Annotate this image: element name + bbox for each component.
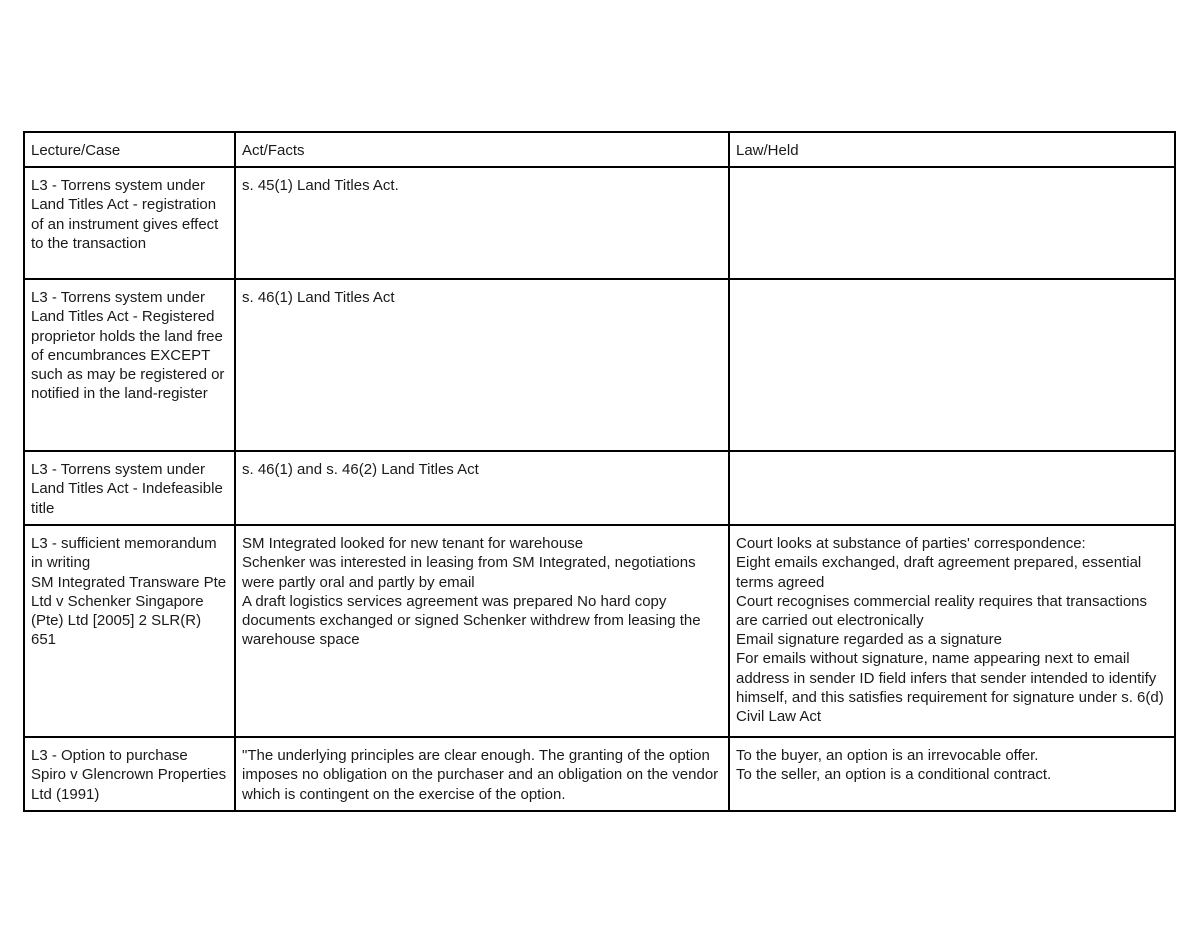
header-lecture-case: Lecture/Case <box>24 132 235 167</box>
cell-line: s. 46(1) and s. 46(2) Land Titles Act <box>242 461 479 479</box>
lecture-cell <box>24 737 235 811</box>
cell-line: L3 - Torrens system under Land Titles Act - Indefeasible title <box>31 461 223 517</box>
facts-cell <box>235 525 729 737</box>
cell-line: s. 46(1) Land Titles Act <box>242 289 395 307</box>
cell-line: SM Integrated looked for new tenant for warehouse <box>242 535 584 553</box>
table-row <box>24 737 1175 811</box>
table-row <box>24 279 1175 451</box>
table-row <box>24 525 1175 737</box>
facts-cell <box>235 737 729 811</box>
cell-line: L3 - Torrens system under Land Titles Act - registration of an instrument gives effect to the transaction <box>31 177 219 252</box>
cell-line: L3 - Option to purchase <box>31 747 188 765</box>
cell-line: Spiro v Glencrown Properties Ltd (1991) <box>31 766 227 803</box>
cell-line: L3 - Torrens system under Land Titles Act - Registered proprietor holds the land free of encumbrances EXCEPT such as may be registered or notified in the land-register <box>31 289 225 403</box>
cell-line: To the buyer, an option is an irrevocable offer. <box>736 747 1039 765</box>
facts-cell <box>235 451 729 525</box>
lecture-cell <box>24 279 235 451</box>
cell-line: A draft logistics services agreement was prepared No hard copy documents exchanged or signed Schenker withdrew from leasing the warehouse space <box>242 592 701 649</box>
header-act-facts: Act/Facts <box>235 132 729 167</box>
cell-line: Court recognises commercial reality requires that transactions are carried out electronically <box>736 592 1147 630</box>
cell-line: "The underlying principles are clear enough. The granting of the option imposes no obligation on the purchaser and an obligation on the vendor which is contingent on the exercise of the option. <box>242 747 719 803</box>
cell-line: s. 45(1) Land Titles Act. <box>242 177 399 195</box>
lecture-cell <box>24 167 235 279</box>
cell-line: To the seller, an option is a conditional contract. <box>736 766 1052 784</box>
case-notes-table <box>23 131 1176 812</box>
table-row <box>24 451 1175 525</box>
law-cell <box>729 279 1175 451</box>
cell-line: For emails without signature, name appearing next to email address in sender ID field infers that sender intended to identify himself, and this satisfies requirement for signature under s. 6(d) Civil Law Act <box>736 650 1164 726</box>
lecture-cell <box>24 451 235 525</box>
law-cell <box>729 737 1175 811</box>
cell-line: SM Integrated Transware Pte Ltd v Schenker Singapore (Pte) Ltd [2005] 2 SLR(R) 651 <box>31 573 227 649</box>
header-law-held: Law/Held <box>729 132 1175 167</box>
cell-line: Court looks at substance of parties' correspondence: <box>736 535 1086 553</box>
cell-line: Email signature regarded as a signature <box>736 631 1002 649</box>
cell-line: L3 - sufficient memorandum in writing <box>31 535 217 572</box>
table-row <box>24 167 1175 279</box>
cell-line: Schenker was interested in leasing from SM Integrated, negotiations were partly oral and partly by email <box>242 554 696 591</box>
lecture-cell <box>24 525 235 737</box>
header-row <box>24 132 1175 167</box>
facts-cell <box>235 279 729 451</box>
law-cell <box>729 167 1175 279</box>
law-cell <box>729 525 1175 737</box>
law-cell <box>729 451 1175 525</box>
facts-cell <box>235 167 729 279</box>
cell-line: Eight emails exchanged, draft agreement prepared, essential terms agreed <box>736 554 1142 591</box>
